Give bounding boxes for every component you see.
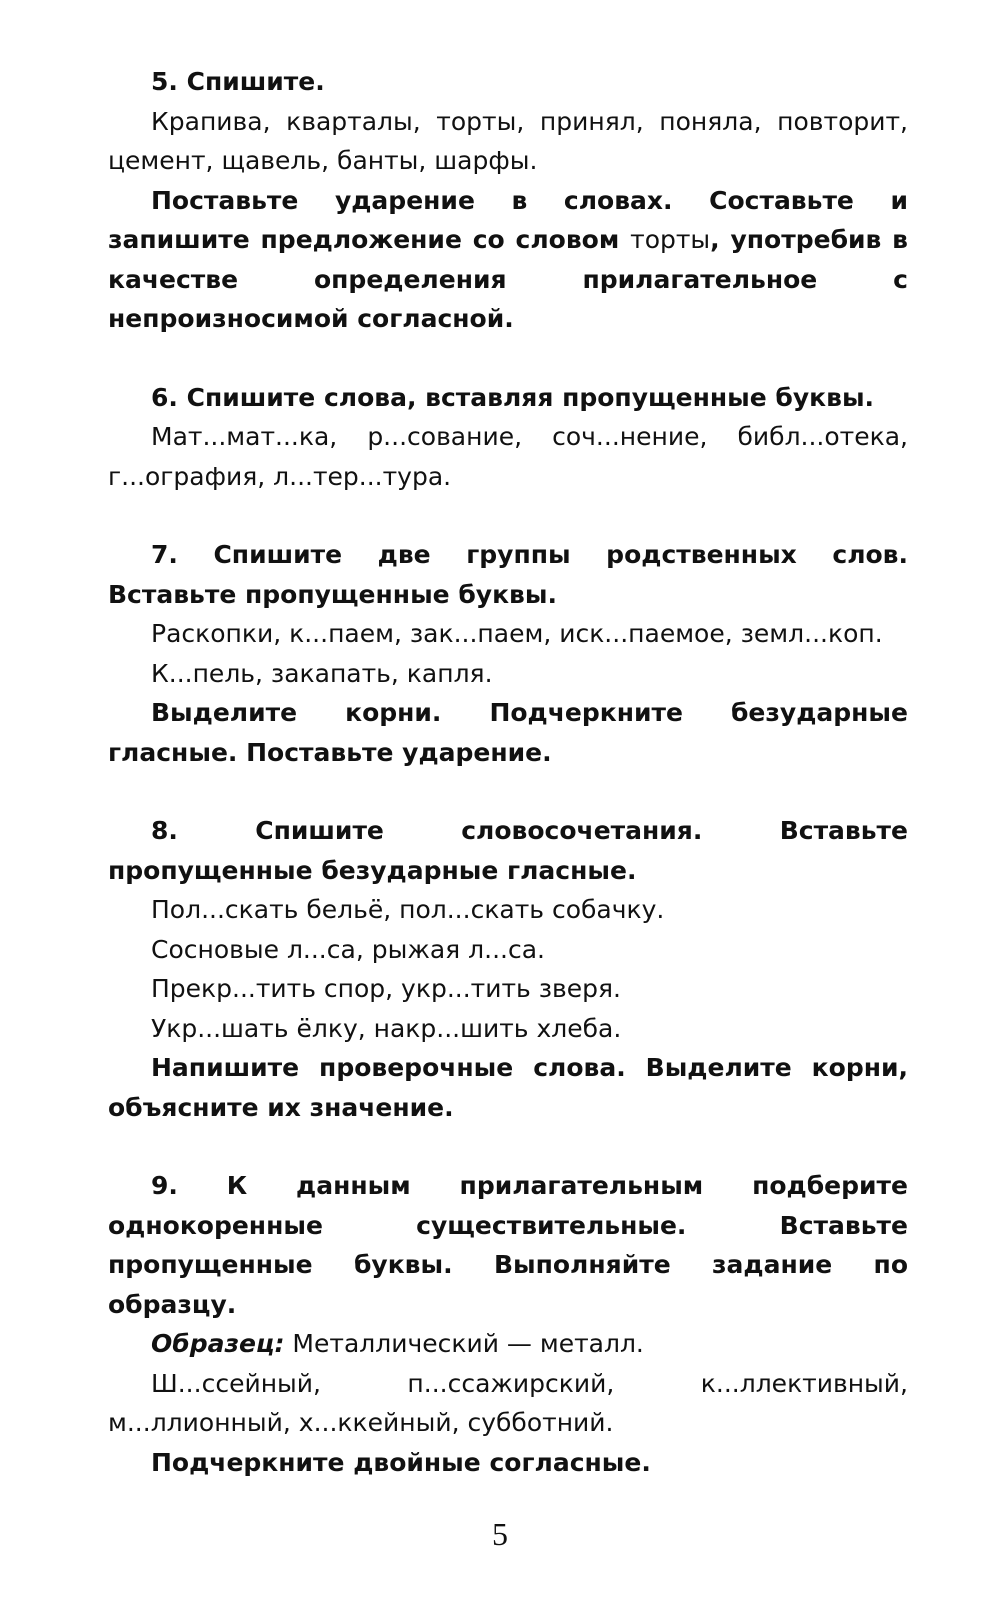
exercise-7: [108, 535, 908, 772]
exercise-6-title: 6. Спишите слова, вставляя пропущенные буквы.: [151, 382, 875, 412]
exercise-7-line-1: Раскопки, к...паем, зак...паем, иск...паемое, земл...коп.: [151, 619, 883, 648]
exercise-9-task: Подчеркните двойные согласные.: [151, 1447, 651, 1477]
exercise-8-line-2: Сосновые л...са, рыжая л...са.: [151, 934, 545, 964]
exercise-8-task: Напишите проверочные слова. Выделите корни, объясните их значение.: [108, 1053, 908, 1122]
exercise-5-task: [108, 181, 908, 339]
exercise-7-task: Выделите корни. Подчеркните безударные гласные. Поставьте ударение.: [108, 698, 908, 767]
exercise-5-words: Крапива, кварталы, торты, принял, поняла, повторит, цемент, щавель, банты, шарфы.: [108, 106, 908, 175]
page-body: [108, 62, 908, 1521]
exercise-8-line-3: Прекр...тить спор, укр...тить зверя.: [151, 974, 621, 1003]
exercise-5-task-part2: , употребив в качестве определения прилагательное с непроизносимой согласной.: [108, 225, 909, 333]
exercise-7-title: 7. Спишите две группы родственных слов. Вставьте пропущенные буквы.: [108, 540, 908, 609]
exercise-9-sample-label: Образец:: [151, 1329, 285, 1358]
exercise-9-title: 9. К данным прилагательным подберите однокоренные существительные. Вставьте пропущенные буквы. Выполняйте задание по образцу.: [108, 1171, 908, 1319]
exercise-8-line-1: Пол...скать бельё, пол...скать собачку.: [151, 895, 665, 924]
exercise-9-sample-text: Металлический — металл.: [284, 1329, 644, 1358]
exercise-8: [108, 811, 908, 1127]
exercise-7-line-2: К...пель, закапать, капля.: [151, 658, 493, 688]
exercise-9-sample: [108, 1324, 908, 1364]
exercise-5-task-word: торты: [630, 225, 711, 254]
page-number: 5: [492, 1516, 508, 1552]
exercise-5: [108, 62, 908, 339]
exercise-5-task-part1: Поставьте ударение в словах. Составьте и запишите предложение со словом: [108, 185, 908, 254]
exercise-9-words: Ш...ссейный, п...ссажирский, к...ллективный, м...ллионный, х...ккейный, субботний.: [108, 1368, 908, 1437]
exercise-6: [108, 378, 908, 497]
exercise-5-title: 5. Спишите.: [151, 67, 325, 96]
exercise-8-line-4: Укр...шать ёлку, накр...шить хлеба.: [151, 1013, 622, 1043]
exercise-8-title: 8. Спишите словосочетания. Вставьте пропущенные безударные гласные.: [108, 816, 908, 885]
exercise-6-words: Мат...мат...ка, р...сование, соч...нение, библ...отека, г...ография, л...тер...тура.: [108, 422, 908, 491]
exercise-9: [108, 1166, 908, 1482]
